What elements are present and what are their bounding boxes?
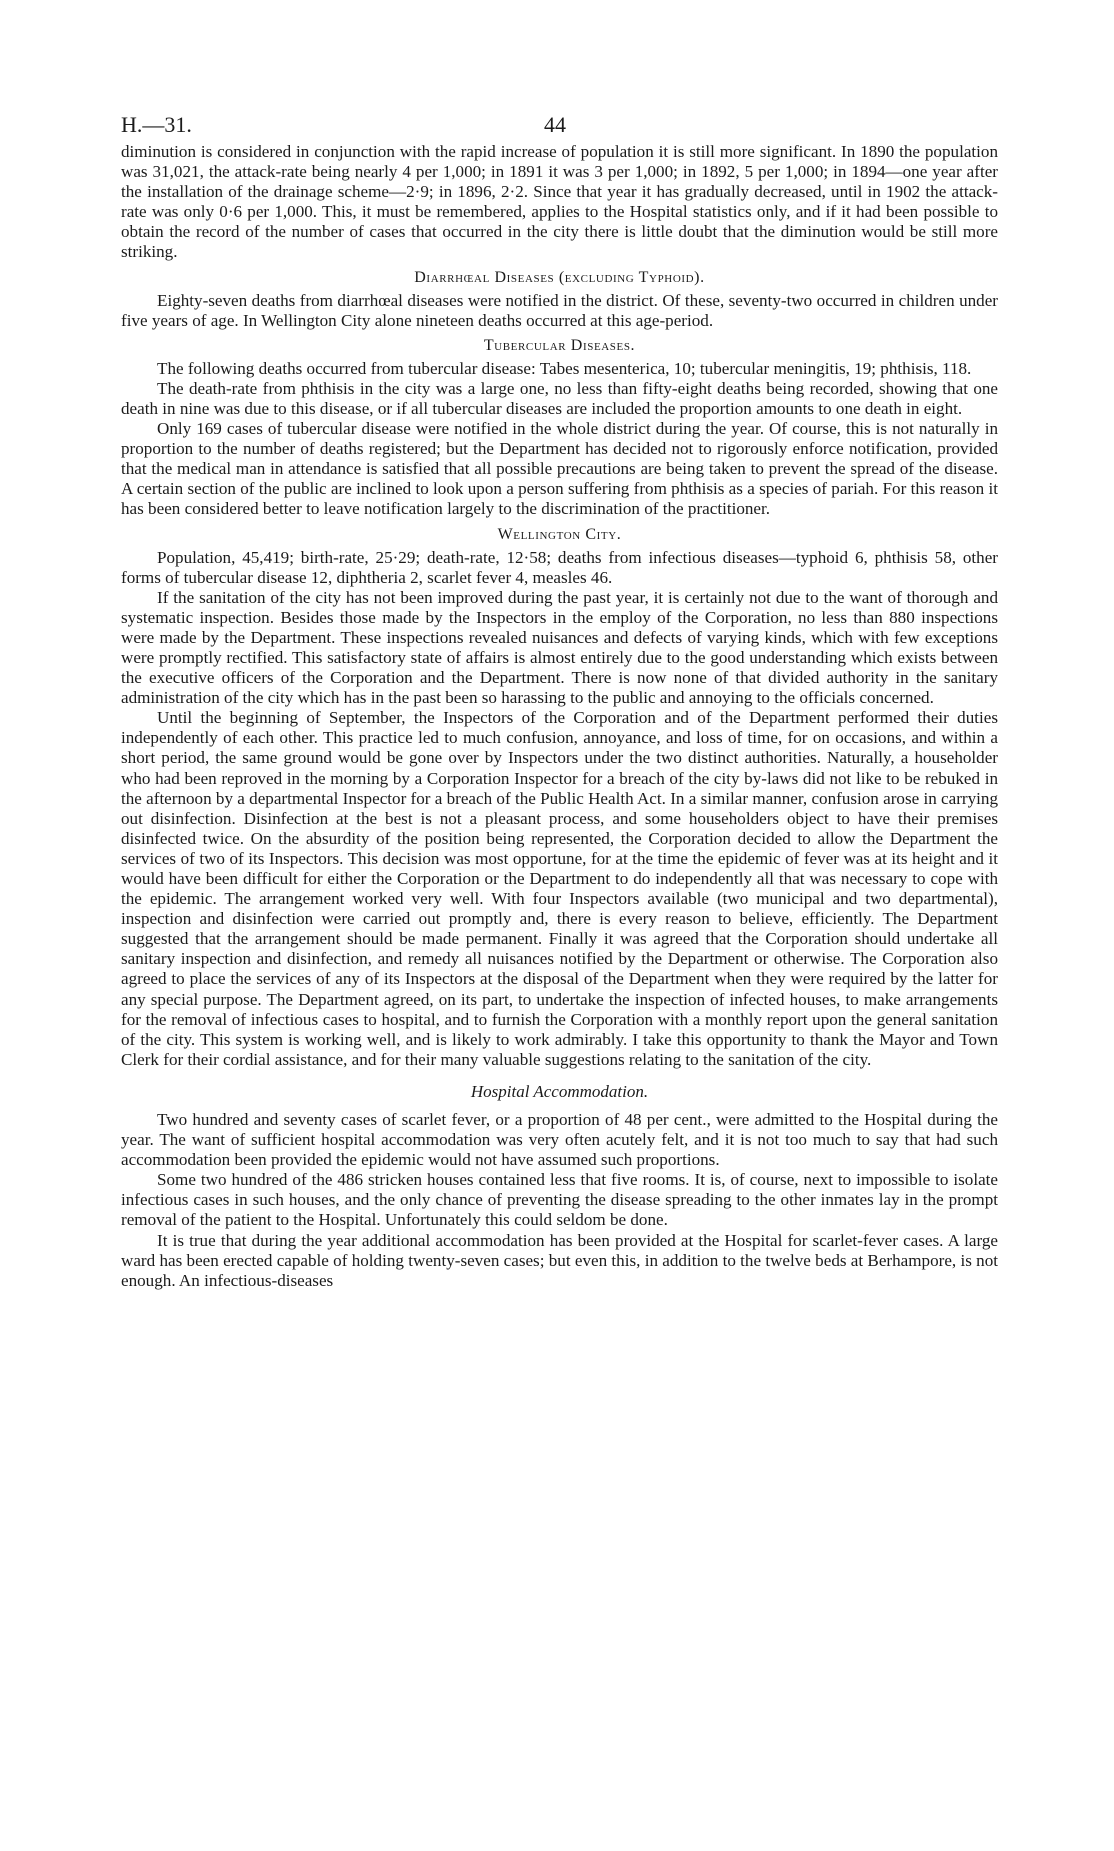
paragraph: Two hundred and seventy cases of scarlet fever, or a proportion of 48 per cent., were admitted to the Hospital during the year. The want of sufficient hospital accommodation was very often acutely felt, and it is not too much to say that had such accommodation been provided the epidemic would not have assumed such proportions. — [121, 1109, 998, 1170]
paragraph: If the sanitation of the city has not been improved during the past year, it is certainly not due to the want of thorough and systematic inspection. Besides those made by the Inspectors in the employ of the Corporation, no less than 880 inspections were made by the Department. These inspections revealed nuisances and defects of varying kinds, which with few exceptions were promptly rectified. This satisfactory state of affairs is almost entirely due to the good understanding which exists between the executive officers of the Corporation and the Department. There is now none of that divided authority in the sanitary administration of the city which has in the past been so harassing to the public and annoying to the officials concerned. — [121, 587, 998, 708]
paragraph: It is true that during the year additional accommodation has been provided at the Hospital for scarlet-fever cases. A large ward has been erected capable of holding twenty-seven cases; but even this, in addition to the twelve beds at Berhampore, is not enough. An infectious-diseases — [121, 1230, 998, 1290]
page-number: 44 — [544, 112, 566, 137]
subsection-heading: Hospital Accommodation. — [470, 1081, 649, 1101]
document-reference: H.—31. — [121, 112, 192, 137]
document-page — [121, 112, 998, 1291]
paragraph: diminution is considered in conjunction with the rapid increase of population it is still more significant. In 1890 the population was 31,021, the attack-rate being nearly 4 per 1,000; in 1891 it was 3 per 1,000; in 1892, 5 per 1,000; in 1894—one year after the installation of the drainage scheme—2·9; in 1896, 2·2. Since that year it has gradually decreased, until in 1902 the attack-rate was only 0·6 per 1,000. This, it must be remembered, applies to the Hospital statistics only, and if it had been possible to obtain the record of the number of cases that occurred in the city there is little doubt that the diminution would be still more striking. — [121, 142, 998, 262]
paragraph: Only 169 cases of tubercular disease were notified in the whole district during the year. Of course, this is not naturally in proportion to the number of deaths registered; but the Department has decided not to rigorously enforce notification, provided that the medical man in attendance is satisfied that all possible precautions are being taken to prevent the spread of the disease. A certain section of the public are inclined to look upon a person suffering from phthisis as a species of pariah. For this reason it has been considered better to leave notification largely to the discrimination of the practitioner. — [121, 419, 998, 519]
paragraph: Some two hundred of the 486 stricken houses contained less that five rooms. It is, of course, next to impossible to isolate infectious cases in such houses, and the only chance of preventing the disease spreading to the other inmates lay in the prompt removal of the patient to the Hospital. Unfortunately this could seldom be done. — [121, 1170, 998, 1230]
section-heading: Tubercular Diseases. — [483, 336, 636, 354]
page-header — [121, 112, 998, 142]
section-heading: Wellington City. — [497, 525, 622, 543]
paragraph: Until the beginning of September, the Inspectors of the Corporation and of the Department performed their duties independently of each other. This practice led to much confusion, annoyance, and loss of time, for on occasions, and within a short period, the same ground would be gone over by Inspectors under the two distinct authorities. Naturally, a householder who had been reproved in the morning by a Corporation Inspector for a breach of the city by-laws did not like to be rebuked in the afternoon by a departmental Inspector for a breach of the Public Health Act. In a similar manner, confusion arose in carrying out disinfection. Disinfection at the best is not a pleasant process, and some householders object to have their premises disinfected twice. On the absurdity of the position being represented, the Corporation decided to allow the Department the services of two of its Inspectors. This decision was most opportune, for at the time the epidemic of fever was at its height and it would have been difficult for either the Corporation or the Department to do independently all that was necessary to cope with the epidemic. The arrangement worked very well. With four Inspectors available (two municipal and two departmental), inspection and disinfection were carried out promptly and, there is every reason to believe, efficiently. The Department suggested that the arrangement should be made permanent. Finally it was agreed that the Corporation should undertake all sanitary inspection and disinfection, and remedy all nuisances notified by the Department or otherwise. The Corporation also agreed to place the services of any of its Inspectors at the disposal of the Department when they were required by the latter for any special purpose. The Department agreed, on its part, to undertake the inspection of infected houses, to make arrangements for the removal of infectious cases to hospital, and to furnish the Corporation with a monthly report upon the general sanitation of the city. This system is working well, and is likely to work admirably. I take this opportunity to thank the Mayor and Town Clerk for their cordial assistance, and for their many valuable suggestions relating to the sanitation of the city. — [121, 708, 998, 1069]
body-text — [121, 142, 998, 1291]
section-heading: Diarrhœal Diseases (excluding Typhoid). — [414, 268, 705, 286]
paragraph: The following deaths occurred from tubercular disease: Tabes mesenterica, 10; tubercular meningitis, 19; phthisis, 118. — [157, 358, 972, 378]
paragraph: The death-rate from phthisis in the city was a large one, no less than fifty-eight deaths being recorded, showing that one death in nine was due to this disease, or if all tubercular diseases are included the proportion amounts to one death in eight. — [121, 378, 998, 418]
paragraph: Population, 45,419; birth-rate, 25·29; death-rate, 12·58; deaths from infectious diseases—typhoid 6, phthisis 58, other forms of tubercular disease 12, diphtheria 2, scarlet fever 4, measles 46. — [121, 547, 998, 587]
paragraph: Eighty-seven deaths from diarrhœal diseases were notified in the district. Of these, seventy-two occurred in children under five years of age. In Wellington City alone nineteen deaths occurred at this age-period. — [121, 290, 998, 330]
